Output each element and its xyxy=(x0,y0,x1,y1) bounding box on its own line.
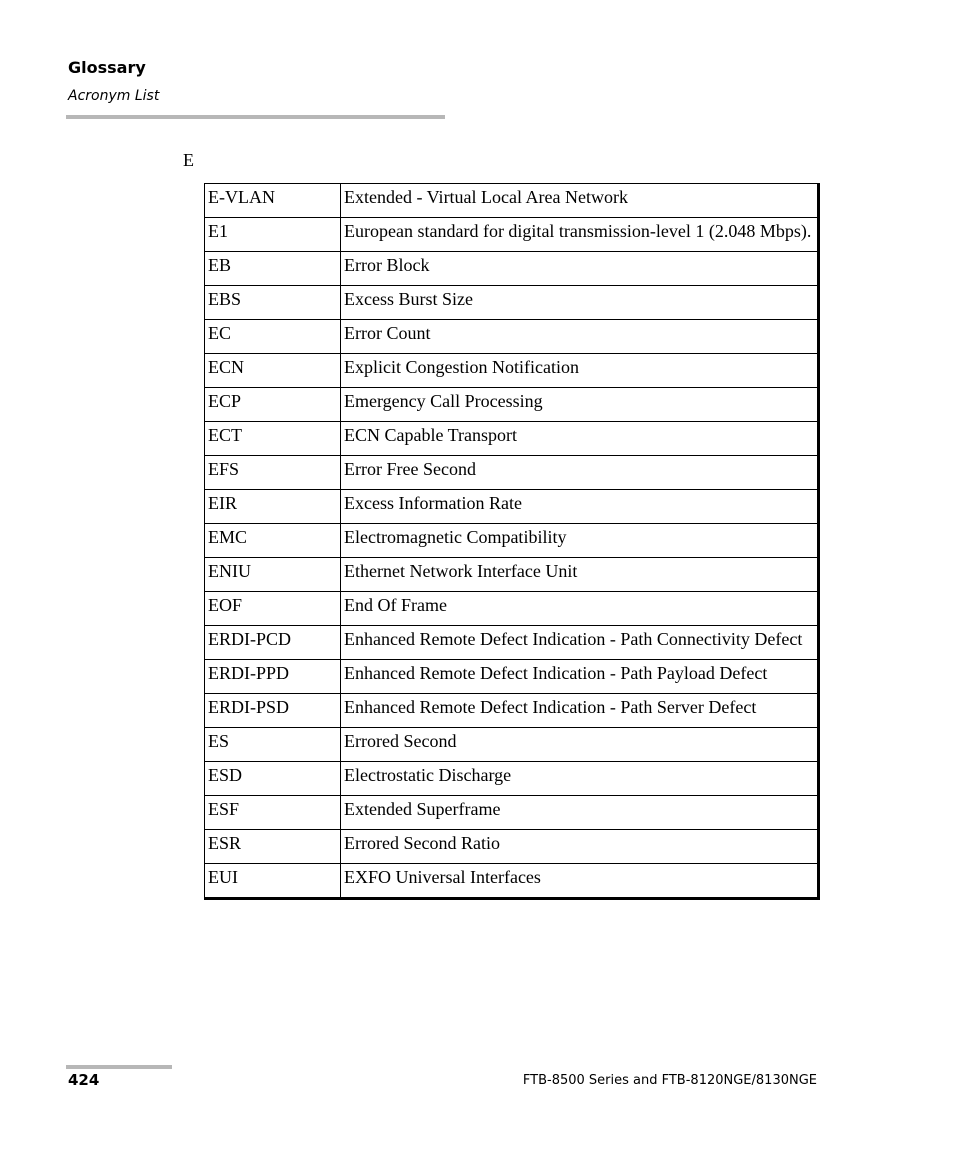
acronym-cell: EOF xyxy=(205,592,341,626)
page-section-subtitle: Acronym List xyxy=(68,88,160,104)
definition-cell: EXFO Universal Interfaces xyxy=(341,864,819,899)
acronym-cell: ESR xyxy=(205,830,341,864)
acronym-table-body xyxy=(205,184,819,899)
page-number: 424 xyxy=(68,1071,100,1089)
table-row xyxy=(205,320,819,354)
definition-cell: Errored Second Ratio xyxy=(341,830,819,864)
definition-cell: Enhanced Remote Defect Indication - Path Server Defect xyxy=(341,694,819,728)
table-row xyxy=(205,796,819,830)
acronym-cell: E1 xyxy=(205,218,341,252)
table-row xyxy=(205,864,819,899)
acronym-cell: ESF xyxy=(205,796,341,830)
section-letter-heading: E xyxy=(183,150,194,170)
acronym-cell: EC xyxy=(205,320,341,354)
acronym-cell: ERDI-PCD xyxy=(205,626,341,660)
table-row xyxy=(205,354,819,388)
definition-cell: Excess Burst Size xyxy=(341,286,819,320)
definition-cell: Error Count xyxy=(341,320,819,354)
acronym-cell: ECN xyxy=(205,354,341,388)
table-row xyxy=(205,184,819,218)
acronym-cell: ES xyxy=(205,728,341,762)
table-row xyxy=(205,626,819,660)
acronym-cell: EMC xyxy=(205,524,341,558)
table-row xyxy=(205,286,819,320)
product-name: FTB-8500 Series and FTB-8120NGE/8130NGE xyxy=(522,1073,817,1088)
definition-cell: European standard for digital transmission-level 1 (2.048 Mbps). xyxy=(341,218,819,252)
table-row xyxy=(205,218,819,252)
table-row xyxy=(205,558,819,592)
definition-cell: Emergency Call Processing xyxy=(341,388,819,422)
table-row xyxy=(205,660,819,694)
footer-divider xyxy=(66,1065,172,1069)
definition-cell: Extended - Virtual Local Area Network xyxy=(341,184,819,218)
table-row xyxy=(205,490,819,524)
definition-cell: Ethernet Network Interface Unit xyxy=(341,558,819,592)
header-divider xyxy=(66,115,445,119)
definition-cell: Error Block xyxy=(341,252,819,286)
definition-cell: ECN Capable Transport xyxy=(341,422,819,456)
acronym-cell: EFS xyxy=(205,456,341,490)
table-row xyxy=(205,252,819,286)
definition-cell: Explicit Congestion Notification xyxy=(341,354,819,388)
acronym-cell: E-VLAN xyxy=(205,184,341,218)
definition-cell: Excess Information Rate xyxy=(341,490,819,524)
table-row xyxy=(205,456,819,490)
definition-cell: Enhanced Remote Defect Indication - Path Connectivity Defect xyxy=(341,626,819,660)
acronym-cell: ECP xyxy=(205,388,341,422)
acronym-cell: ERDI-PPD xyxy=(205,660,341,694)
table-row xyxy=(205,592,819,626)
definition-cell: Errored Second xyxy=(341,728,819,762)
acronym-cell: EB xyxy=(205,252,341,286)
acronym-cell: ERDI-PSD xyxy=(205,694,341,728)
definition-cell: Error Free Second xyxy=(341,456,819,490)
table-row xyxy=(205,762,819,796)
table-row xyxy=(205,422,819,456)
definition-cell: Enhanced Remote Defect Indication - Path Payload Defect xyxy=(341,660,819,694)
definition-cell: Electrostatic Discharge xyxy=(341,762,819,796)
definition-cell: End Of Frame xyxy=(341,592,819,626)
acronym-cell: EIR xyxy=(205,490,341,524)
table-row xyxy=(205,728,819,762)
acronym-cell: ECT xyxy=(205,422,341,456)
definition-cell: Electromagnetic Compatibility xyxy=(341,524,819,558)
table-row xyxy=(205,694,819,728)
acronym-cell: EBS xyxy=(205,286,341,320)
acronym-cell: EUI xyxy=(205,864,341,899)
definition-cell: Extended Superframe xyxy=(341,796,819,830)
table-row xyxy=(205,388,819,422)
acronym-cell: ESD xyxy=(205,762,341,796)
page-section-title: Glossary xyxy=(68,58,146,77)
acronym-cell: ENIU xyxy=(205,558,341,592)
acronym-table xyxy=(204,183,820,900)
table-row xyxy=(205,830,819,864)
table-row xyxy=(205,524,819,558)
